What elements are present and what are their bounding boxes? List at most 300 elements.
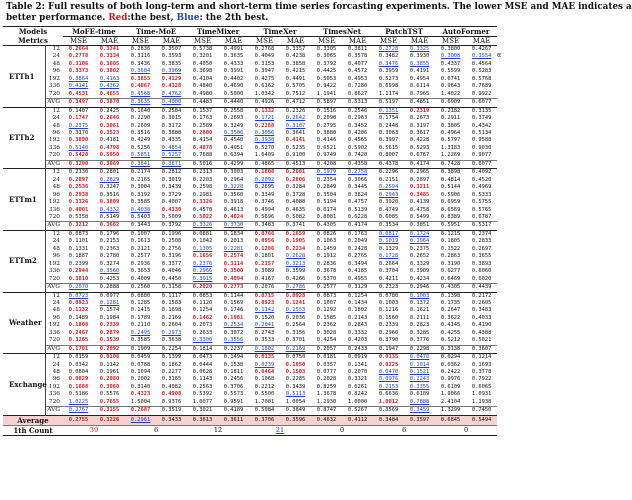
metric-cell: 0.3089: [254, 268, 275, 275]
metric-cell: 0.1801: [254, 253, 275, 260]
metric-cell: 0.2605: [471, 299, 492, 306]
table-row: [3, 160, 501, 168]
metric-cell: 1.1938: [471, 398, 492, 405]
metric-cell: 0.4330: [161, 206, 182, 213]
metric-cell: 0.3539: [99, 337, 120, 344]
metric-cell: 0.4174: [404, 160, 435, 168]
metric-cell: 0.2863: [440, 253, 461, 260]
metric-cell: 0.2296: [373, 169, 404, 177]
metric-cell: 0.4305: [311, 222, 342, 230]
horizon-label: AVG: [45, 345, 63, 353]
metric-cell: 0.3938: [254, 137, 275, 144]
metric-cell: 0.2433: [342, 345, 373, 353]
metric-cell: 0.6060: [471, 268, 492, 275]
metric-cell: 0.3156: [285, 329, 306, 336]
metric-cell: 0.0135: [373, 354, 404, 362]
average-cell: 0.3597: [404, 415, 435, 425]
metric-cell: 0.4531: [68, 90, 89, 97]
metric-cell: 1.5004: [130, 398, 151, 405]
metric-cell: 0.4141: [285, 137, 306, 144]
metric-cell: 0.1796: [94, 230, 125, 238]
metric-cell: 0.1003: [404, 292, 435, 300]
metric-cell: 0.3107: [285, 122, 306, 129]
metric-cell: 0.3569: [373, 407, 404, 415]
metric-cell: 0.2169: [161, 314, 182, 321]
metric-cell: 0.2243: [409, 376, 430, 383]
metric-cell: 0.2076: [249, 284, 280, 292]
table-row: [3, 284, 501, 292]
metric-cell: 0.2897: [409, 176, 430, 183]
metric-cell: 0.3326: [187, 222, 218, 230]
metric-cell: 0.3332: [347, 329, 368, 336]
metric-cell: 0.4953: [347, 75, 368, 82]
metric-cell: 0.1372: [409, 299, 430, 306]
metric-mae: MAE: [472, 37, 491, 45]
metric-cell: 0.1292: [316, 307, 337, 314]
metric-cell: 0.1520: [254, 314, 275, 321]
metric-cell: 0.6394: [223, 152, 244, 159]
metric-cell: 0.1254: [192, 307, 213, 314]
metric-cell: 0.1621: [409, 307, 430, 314]
metric-cell: 0.7512: [285, 90, 306, 97]
metric-cell: 0.4564: [471, 60, 492, 67]
metric-cell: 0.4067: [130, 83, 151, 90]
metric-cell: 0.3523: [99, 129, 120, 136]
metric-cell: 0.1120: [192, 299, 213, 306]
metric-cell: 0.4167: [254, 275, 275, 282]
model-name-timesnet: TimesNet: [311, 27, 373, 37]
metric-cell: 0.3604: [130, 68, 151, 75]
metric-cell: 0.3153: [254, 60, 275, 67]
metric-cell: 0.3476: [378, 60, 399, 67]
metric-cell: 0.0444: [192, 361, 213, 368]
metric-cell: 0.1331: [68, 245, 89, 252]
horizon-label: 336: [48, 268, 60, 275]
metric-cell: 0.3800: [435, 46, 466, 54]
metric-cell: 0.3452: [347, 122, 368, 129]
metric-cell: 0.2695: [254, 184, 275, 191]
metric-cell: 0.5317: [466, 222, 497, 230]
metric-cell: 0.1754: [378, 115, 399, 122]
horizon-label: 720: [48, 337, 60, 344]
horizon-label: 96: [52, 68, 60, 75]
metric-cell: 0.2313: [187, 169, 218, 177]
metric-cell: 0.1984: [99, 314, 120, 321]
metric-cell: 0.8242: [347, 391, 368, 398]
metric-cell: 1.4022: [440, 90, 461, 97]
metric-cell: 0.1101: [68, 238, 89, 245]
metric-cell: 0.2642: [285, 115, 306, 122]
metric-cell: 0.1214: [466, 354, 497, 362]
metric-cell: 0.4955: [347, 275, 368, 282]
metric-cell: 0.3728: [285, 191, 306, 198]
metric-cell: 0.2652: [409, 253, 430, 260]
metric-cell: 0.4540: [223, 137, 244, 144]
metric-cell: 0.1143: [192, 376, 213, 383]
metric-cell: 0.1808: [249, 169, 280, 177]
metric-cell: 0.9749: [316, 152, 337, 159]
table-row: [3, 391, 501, 398]
metric-cell: 0.6020: [471, 275, 492, 282]
horizon-label: 720: [48, 213, 60, 220]
metric-cell: 0.3802: [99, 68, 120, 75]
caption-prefix: Table 2: Full results of both long-term and short-term time series forcasting experiments. The lower MSE and MAE indicates a: [6, 2, 632, 12]
metric-cell: 0.5186: [68, 391, 89, 398]
horizon-label: 24: [52, 238, 60, 245]
metric-cell: 0.4191: [409, 68, 430, 75]
metric-cell: 0.3516: [130, 129, 151, 136]
metric-cell: 0.4570: [192, 206, 213, 213]
metric-cell: 0.3704: [378, 268, 399, 275]
metric-cell: 0.5765: [471, 206, 492, 213]
metric-cell: 0.2800: [192, 129, 213, 136]
metric-cell: 1.0931: [471, 391, 492, 398]
average-cell: 0.4112: [342, 415, 373, 425]
metric-cell: 0.5902: [347, 144, 368, 151]
metric-cell: 0.2399: [68, 260, 89, 267]
metric-cell: 1.3299: [435, 407, 466, 415]
metric-cell: 0.5403: [130, 213, 151, 220]
metric-cell: 0.2422: [440, 369, 461, 376]
metric-cell: 0.4513: [280, 160, 311, 168]
metric-cell: 0.1459: [316, 245, 337, 252]
metric-cell: 0.3805: [440, 122, 461, 129]
metric-cell: 0.3373: [68, 68, 89, 75]
metric-cell: 1.3678: [316, 391, 337, 398]
metric-cell: 0.2339: [378, 322, 399, 329]
metric-cell: 0.2911: [440, 115, 461, 122]
metric-cell: 0.4146: [316, 137, 337, 144]
metric-cell: 0.3920: [378, 199, 399, 206]
metric-cell: 0.2363: [99, 245, 120, 252]
metric-cell: 0.3213: [285, 260, 306, 267]
metric-cell: 0.7428: [435, 160, 466, 168]
metric-cell: 0.4238: [285, 53, 306, 60]
metric-cell: 0.4798: [99, 144, 120, 151]
metric-cell: 0.0923: [254, 299, 275, 306]
metric-cell: 0.4951: [223, 144, 244, 151]
metric-mse: MSE: [256, 37, 274, 45]
metric-cell: 0.3212: [63, 222, 94, 230]
metric-cell: 0.2070: [347, 369, 368, 376]
dataset-label: ETTh2: [3, 107, 45, 169]
metric-cell: 0.3706: [223, 383, 244, 390]
metric-cell: 0.4082: [161, 383, 182, 390]
model-name-time-moe: Time-MoE: [125, 27, 187, 37]
metric-cell: 0.3170: [68, 129, 89, 136]
metric-cell: 0.3326: [192, 199, 213, 206]
metric-cell: 0.4305: [435, 284, 466, 292]
metric-cell: 0.3061: [99, 122, 120, 129]
metric-cell: 0.9422: [316, 83, 337, 90]
dataset-label: ETTh1: [3, 46, 45, 108]
metric-cell: 0.4049: [254, 53, 275, 60]
metric-cell: 0.6787: [471, 213, 492, 220]
caption-line2-start: better performance.: [6, 13, 109, 23]
metric-cell: 0.8627: [347, 90, 368, 97]
metric-cell: 0.1489: [68, 314, 89, 321]
metric-cell: 0.2425: [94, 107, 125, 115]
metric-cell: 0.3682: [94, 222, 125, 230]
metric-cell: 0.6909: [435, 99, 466, 107]
metric-cell: 0.4007: [161, 199, 182, 206]
table-row: [3, 76, 501, 83]
metric-cell: 0.1640: [125, 107, 156, 115]
metric-mse: MSE: [131, 37, 150, 45]
table-row: [3, 169, 501, 177]
metric-cell: 0.2036: [285, 314, 306, 321]
average-cell: 0.3226: [94, 415, 125, 425]
metric-cell: 0.5797: [440, 137, 461, 144]
metric-cell: 0.3617: [409, 129, 430, 136]
first-count-cell: 6: [373, 425, 435, 435]
metric-cell: 0.3635: [223, 53, 244, 60]
table-row: [3, 115, 501, 122]
metric-cell: 0.1814: [187, 345, 218, 353]
metric-cell: 0.4129: [161, 75, 182, 82]
first-count-label: 1th Count: [3, 425, 63, 435]
metric-cell: 0.3329: [409, 260, 430, 267]
horizon-label: 48: [52, 184, 60, 191]
metric-cell: 1.7001: [254, 398, 275, 405]
metric-cell: 0.7689: [471, 83, 492, 90]
metric-cell: 0.7965: [409, 90, 430, 97]
metric-cell: 0.5082: [285, 213, 306, 220]
metric-cell: 0.3554: [471, 53, 492, 60]
table-row: [3, 61, 501, 68]
metric-cell: 0.3436: [130, 60, 151, 67]
metric-cell: 0.1329: [378, 245, 399, 252]
metric-cell: 0.3585: [130, 199, 151, 206]
metric-cell: 0.4206: [347, 129, 368, 136]
metric-cell: 0.3190: [440, 260, 461, 267]
metric-cell: 0.0788: [130, 361, 151, 368]
metric-cell: 0.4254: [316, 337, 337, 344]
metric-cell: 0.4342: [471, 122, 492, 129]
table-row: [3, 261, 501, 268]
metric-cell: 0.9030: [471, 144, 492, 151]
metric-cell: 0.1503: [285, 369, 306, 376]
metric-cell: 0.1522: [440, 245, 461, 252]
metric-cell: 0.3135: [466, 107, 497, 115]
metric-cell: 0.2577: [130, 253, 151, 260]
table-row: [3, 137, 501, 144]
metric-cell: 0.5283: [471, 68, 492, 75]
metric-cell: 0.4358: [342, 160, 373, 168]
metric-cell: 0.1341: [347, 361, 368, 368]
metric-cell: 0.1909: [125, 345, 156, 353]
metric-cell: 0.3241: [94, 46, 125, 54]
metric-cell: 0.2849: [316, 184, 337, 191]
metric-cell: 1.0342: [254, 90, 275, 97]
metric-cell: 0.1656: [192, 253, 213, 260]
metric-cell: 0.4690: [223, 83, 244, 90]
metric-cell: 0.3003: [218, 169, 249, 177]
metric-mae: MAE: [224, 37, 243, 45]
metric-cell: 0.2237: [218, 345, 249, 353]
metric-cell: 0.1142: [99, 361, 120, 368]
caption-line-2: [6, 13, 500, 24]
metric-cell: 0.3158: [156, 284, 187, 292]
table-row: [3, 337, 501, 345]
first-count-cell: 12: [187, 425, 249, 435]
metric-cell: 0.4000: [156, 99, 187, 107]
model-name-mofe-time: MoFE-time: [63, 27, 125, 37]
metric-cell: 1.0012: [378, 398, 399, 405]
metric-cell: 0.5053: [316, 75, 337, 82]
table-row: [3, 222, 501, 230]
metric-cell: 0.2765: [347, 253, 368, 260]
metric-cell: 0.4851: [404, 99, 435, 107]
results-table: [3, 26, 501, 436]
horizon-label: 336: [48, 329, 60, 336]
metric-cell: 0.6077: [466, 99, 497, 107]
metric-cell: 0.0804: [68, 369, 89, 376]
metric-cell: 0.4378: [373, 160, 404, 168]
metric-cell: 0.4824: [223, 213, 244, 220]
metric-cell: 0.4362: [99, 83, 120, 90]
metric-cell: 0.4450: [161, 275, 182, 282]
metric-cell: 0.1003: [378, 299, 399, 306]
metric-cell: 0.4267: [466, 46, 497, 54]
average-cell: 0.2961: [125, 415, 156, 425]
metric-cell: 0.1659: [280, 230, 311, 238]
metric-cell: 0.5113: [285, 391, 306, 398]
table-row: [3, 184, 501, 191]
metric-cell: 0.5212: [440, 337, 461, 344]
metric-cell: 0.5906: [440, 191, 461, 198]
table-row: [3, 315, 501, 322]
metric-cell: 0.5257: [161, 152, 182, 159]
metric-cell: 0.0470: [404, 354, 435, 362]
horizon-label: 336: [48, 206, 60, 213]
metric-mae: MAE: [410, 37, 429, 45]
metric-cell: 0.0853: [187, 292, 218, 300]
metric-cell: 0.3060: [99, 383, 120, 390]
metric-cell: 0.2778: [68, 53, 89, 60]
metric-cell: 1.1174: [378, 90, 399, 97]
metric-cell: 0.9976: [440, 376, 461, 383]
metric-cell: 0.3196: [161, 253, 182, 260]
metric-cell: 0.4757: [347, 199, 368, 206]
metric-cell: 0.3519: [156, 407, 187, 415]
metric-cell: 0.1569: [223, 299, 244, 306]
horizon-label: 24: [52, 176, 60, 183]
metric-cell: 0.2563: [192, 383, 213, 390]
metric-cell: 0.2153: [378, 383, 399, 390]
metric-cell: 0.4141: [68, 83, 89, 90]
metric-cell: 0.2110: [130, 322, 151, 329]
metric-cell: 0.3593: [161, 53, 182, 60]
metric-cell: 0.4572: [347, 68, 368, 75]
metric-cell: 0.4189: [218, 407, 249, 415]
metric-cell: 0.4208: [311, 160, 342, 168]
metric-cell: 0.2376: [192, 260, 213, 267]
metric-cell: 0.2111: [409, 314, 430, 321]
metric-cell: 0.1286: [254, 245, 275, 252]
metric-cell: 0.3284: [285, 184, 306, 191]
metric-cell: 0.4483: [187, 99, 218, 107]
metric-cell: 0.0817: [373, 230, 404, 238]
metric-mse: MSE: [318, 37, 336, 45]
horizon-label: 24: [52, 361, 60, 368]
metric-cell: 0.3228: [223, 184, 244, 191]
table-row: [3, 307, 501, 314]
table-row: [3, 152, 501, 160]
metric-cell: 0.3285: [409, 329, 430, 336]
horizon-label: 48: [52, 122, 60, 129]
table-row: [3, 246, 501, 253]
table-row: [3, 123, 501, 130]
metric-cell: 0.3129: [342, 284, 373, 292]
horizon-label: 336: [48, 391, 60, 398]
metric-cell: 0.2574: [223, 253, 244, 260]
metric-cell: 0.2780: [99, 253, 120, 260]
metric-cell: 0.6261: [347, 383, 368, 390]
metric-cell: 0.0159: [63, 354, 94, 362]
first-count-cell: 0: [435, 425, 497, 435]
metric-cell: 0.1050: [285, 361, 306, 368]
metric-cell: 0.4814: [440, 176, 461, 183]
metric-cell: 0.3021: [187, 407, 218, 415]
table-row: [3, 238, 501, 245]
metric-cell: 0.3778: [471, 369, 492, 376]
caption-blue-label: Blue: [176, 13, 200, 23]
metric-cell: 0.0976: [378, 376, 399, 383]
metric-cell: 0.3810: [68, 275, 89, 282]
metric-cell: 0.0829: [68, 376, 89, 383]
metric-cell: 0.0880: [125, 292, 156, 300]
metric-cell: 0.4613: [223, 206, 244, 213]
metric-cell: 0.3605: [99, 60, 120, 67]
metric-cell: 0.0780: [373, 292, 404, 300]
metric-cell: 0.2212: [254, 383, 275, 390]
metric-cell: 0.3192: [130, 191, 151, 198]
metric-cell: 0.2946: [404, 284, 435, 292]
metric-cell: 0.3065: [316, 53, 337, 60]
metric-mse: MSE: [69, 37, 88, 45]
metric-cell: 0.6569: [440, 206, 461, 213]
metric-cell: 0.3849: [280, 407, 311, 415]
metric-cell: 0.4964: [440, 129, 461, 136]
metric-cell: 0.0928: [280, 292, 311, 300]
metric-cell: 0.3991: [223, 68, 244, 75]
metric-cell: 0.3334: [99, 53, 120, 60]
metric-cell: 0.3494: [347, 260, 368, 267]
metric-cell: 0.4328: [161, 83, 182, 90]
metric-cell: 0.1721: [254, 115, 275, 122]
metric-cell: 0.1537: [187, 107, 218, 115]
metric-cell: 0.3678: [316, 268, 337, 275]
metric-cell: 0.0362: [440, 361, 461, 368]
metric-cell: 0.2536: [68, 184, 89, 191]
table-row: [3, 369, 501, 376]
metric-cell: 0.5256: [130, 144, 151, 151]
metric-cell: 0.1811: [223, 369, 244, 376]
horizon-label: 12: [45, 292, 63, 300]
metric-cell: 0.2687: [125, 407, 156, 415]
average-cell: 0.4632: [311, 415, 342, 425]
metric-cell: 0.1285: [130, 299, 151, 306]
dataset-label: Weather: [3, 292, 45, 354]
metric-cell: 0.5016: [187, 160, 218, 168]
metric-cell: 0.2174: [125, 169, 156, 177]
metric-cell: 0.2375: [68, 122, 89, 129]
table-row: [3, 399, 501, 407]
metric-cell: 0.3607: [466, 345, 497, 353]
average-cell: 0.3706: [249, 415, 280, 425]
metric-cell: 0.8007: [378, 152, 399, 159]
